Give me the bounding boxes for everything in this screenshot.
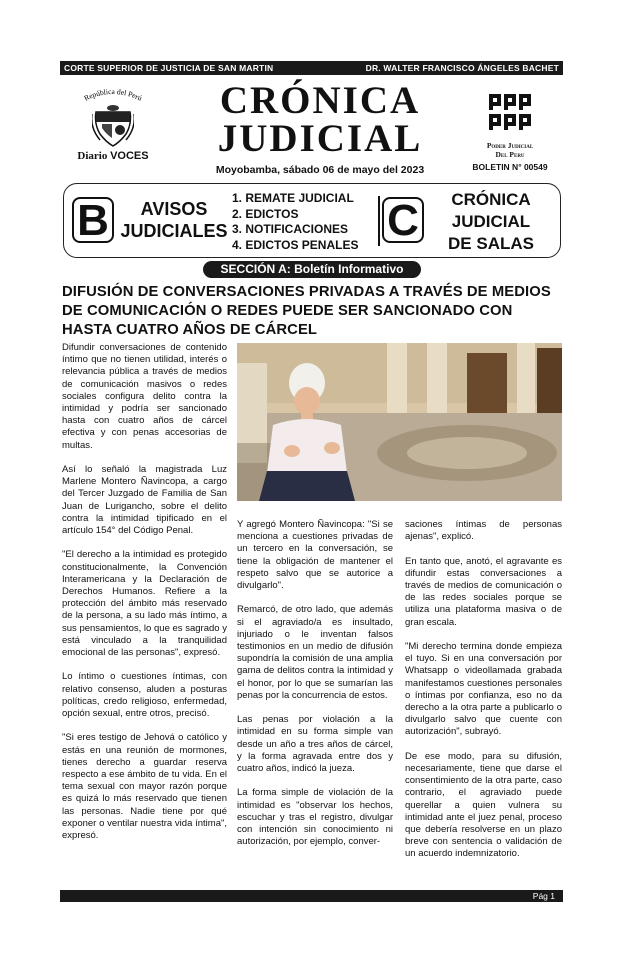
article-column-3 (405, 519, 562, 873)
pj-line-1: Poder Judicial (486, 141, 534, 150)
title-line-1: CRÓNICA (219, 79, 421, 122)
section-c-label (426, 189, 556, 255)
article-paragraph: En tanto que, anotó, el agravante es difundir estas conversaciones a través de medios de comunicación o de las redes sociales porque se utiliza una plataforma masiva o de gran escala. (405, 555, 562, 628)
article-paragraph: Y agregó Montero Ñavincopa: "Si se menciona a cuestiones privadas de un tercero en la conversación, se tiene la obligación de mantener el respeto salvo que se autorice a divulgarlo". (237, 519, 393, 592)
section-item: 4. EDICTOS PENALES (232, 237, 359, 252)
masthead (60, 78, 563, 180)
diario-brand: VOCES (110, 150, 149, 162)
article-column-2 (237, 519, 393, 861)
article-paragraph: "Si eres testigo de Jehová o católico y estás en una reunión de mormones, tienes derecho a guardar reserva respecto a ese ámbito de tu vida. En el tema sexual con mayor razón porque es quizá lo más reservado que tienen las personas. Nadie tiene por qué exponer o ventilar nuestra vida íntima", expresó. (62, 732, 227, 842)
top-bar (60, 61, 563, 75)
section-c-label-line-3: DE SALAS (448, 234, 534, 253)
pj-line-2: Del Peru (495, 150, 525, 159)
diario-word: Diario (77, 150, 108, 162)
article-paragraph: La forma simple de violación de la intimidad es "observar los hechos, escuchar y tras el registro, divulgar con intención sin conocimiento ni autorización, por ejemplo, conver- (237, 787, 393, 848)
page-number: Pág 1 (532, 891, 555, 901)
title-line-2: JUDICIAL (217, 117, 423, 160)
article-paragraph: saciones íntimas de personas ajenas", explicó. (405, 519, 562, 543)
poder-judicial-logo (465, 92, 555, 172)
article-paragraph: Así lo señaló la magistrada Luz Marlene Montero Ñavincopa, a cargo del Tercer Juzgado de Familia de San Juan de Lurigancho, sobre el delito contra la intimidad tipificado en el artículo 154° del Código Penal. (62, 464, 227, 537)
section-c-letter: C (382, 197, 424, 243)
article-paragraph: "El derecho a la intimidad es protegido constitucionalmente, la Convención Interamericana y la Declaración de Derechos Humanos. Refiere a la protección del ámbito más reservado de la persona, a su lado más íntimo, a sus pensamientos, lo que es sagrado y está vinculado a la tranquilidad emocional de las personas", expresó. (62, 549, 227, 659)
article-paragraph: Remarcó, de otro lado, que además si el agraviado/a es insultado, injuriado o le inventan falsos testimonios en un medio de difusión supondría la comisión de una amplia gama de delitos contra la intimidad y el honor, por lo que se sumarían las penas por la concurrencia de estos. (237, 604, 393, 701)
diario-voces-logo (68, 86, 158, 178)
article-paragraph: Lo íntimo o cuestiones íntimas, con relativo consenso, aluden a posturas políticas, credo religioso, enfermedad, opción sexual, entre otros, precisó. (62, 671, 227, 720)
article-headline: DIFUSIÓN DE CONVERSACIONES PRIVADAS A TRAVÉS DE MEDIOS DE COMUNICACIÓN O REDES PUEDE SER SANCIONADO CON HASTA CUATRO AÑOS DE CÁRCEL (62, 284, 551, 338)
poder-judicial-icon (487, 92, 533, 132)
poder-judicial-name (465, 141, 555, 159)
article-paragraph: Las penas por violación a la intimidad en su forma simple van desde un año a tres años de cárcel, y la forma agravada entre dos y cuatro años, indicó la jueza. (237, 714, 393, 775)
section-b-label-line-1: AVISOS (140, 199, 208, 219)
boletin-number: BOLETIN N° 00549 (472, 162, 548, 172)
section-item: 3. NOTIFICACIONES (232, 222, 349, 236)
section-c-label-line-2: JUDICIAL (451, 212, 531, 231)
article-column-1 (62, 342, 227, 854)
section-item: 2. EDICTOS (232, 206, 299, 221)
newspaper-title (200, 79, 440, 160)
dateline: Moyobamba, sábado 06 de mayo del 2023 (215, 164, 425, 176)
section-c-label-line-1: CRÓNICA (451, 190, 531, 209)
section-b-label-line-2: JUDICIALES (120, 221, 228, 241)
section-pill: SECCIÓN A: Boletín Informativo (203, 261, 421, 278)
page-footer (60, 890, 563, 902)
section-item: 1. REMATE JUDICIAL (232, 191, 354, 205)
coat-of-arms-icon (92, 104, 134, 148)
sections-box (63, 183, 561, 258)
article-paragraph: De ese modo, para su difusión, necesariamente, tiene que darse el consentimiento de la otra parte, caso contrario, el agraviado puede querellar a quien vulnera su intimidad ante el juez penal, proceso que debería resolverse en un plazo breve con sentencia o validación de un acuerdo indemnizatorio. (405, 750, 562, 860)
section-divider (378, 196, 380, 246)
republica-arc-text (68, 86, 158, 106)
republica-text: República del Perú (82, 86, 144, 103)
article-paragraph: "Mi derecho termina donde empieza el tuyo. Si en una conversación por Whatsapp o videollamada grabada manifestamos cuestiones personales o íntimas por confianza, eso no da derecho a la otra parte a publicarlo o divulgarlo salvo que cuente con autorización", subrayó. (405, 641, 562, 738)
section-b-letter: B (72, 197, 114, 243)
svg-text:República del Perú (83, 87, 144, 103)
article-photo (237, 343, 562, 501)
section-b-items (232, 191, 382, 253)
section-b-label (119, 198, 229, 242)
judge-name: DR. WALTER FRANCISCO ÁNGELES BACHET (365, 63, 559, 73)
article-paragraph: Difundir conversaciones de contenido íntimo que no tienen utilidad, interés o relevancia pública a través de medios de comunicación masivos o redes sociales configura delito contra la intimidad y podría ser sancionado hasta con cuatro años de cárcel efectiva y con penas accesorias de multas. (62, 342, 227, 451)
diario-label (68, 150, 158, 162)
court-name: CORTE SUPERIOR DE JUSTICIA DE SAN MARTIN (64, 63, 274, 73)
